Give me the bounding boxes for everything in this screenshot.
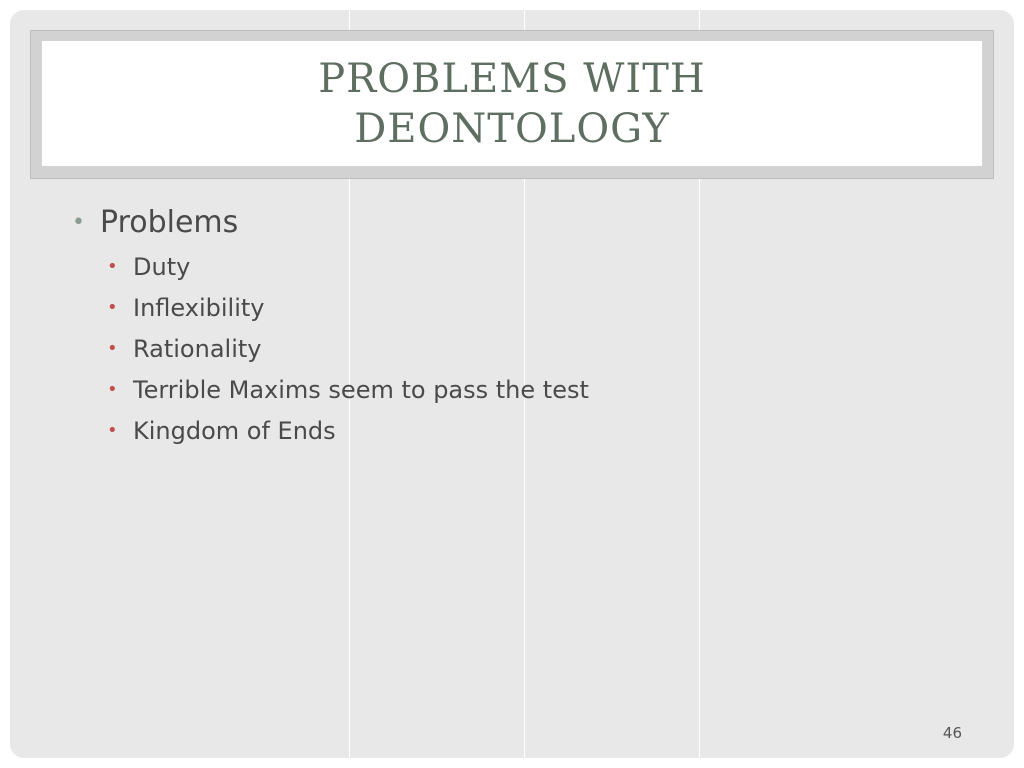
sub-bullet-marker: • xyxy=(107,256,118,277)
sub-bullet-marker: • xyxy=(107,297,118,318)
slide-title-line-2: DEONTOLOGY xyxy=(354,105,670,152)
sub-bullet-marker: • xyxy=(107,338,118,359)
sub-bullet-text: Kingdom of Ends xyxy=(133,417,336,445)
slide-number: 46 xyxy=(942,724,962,742)
sub-bullet-text: Inflexibility xyxy=(133,294,265,322)
slide-title-line-1: PROBLEMS WITH xyxy=(318,55,706,102)
sub-bullet-text: Rationality xyxy=(133,335,262,363)
slide-body xyxy=(10,10,1014,758)
sub-bullet-marker: • xyxy=(107,379,118,400)
bullet-marker: • xyxy=(72,210,85,235)
slide xyxy=(10,10,1014,758)
sub-bullet-text: Duty xyxy=(133,253,191,281)
sub-bullet-text: Terrible Maxims seem to pass the test xyxy=(133,376,589,404)
bullet-text: Problems xyxy=(100,205,239,240)
sub-bullet-marker: • xyxy=(107,420,118,441)
